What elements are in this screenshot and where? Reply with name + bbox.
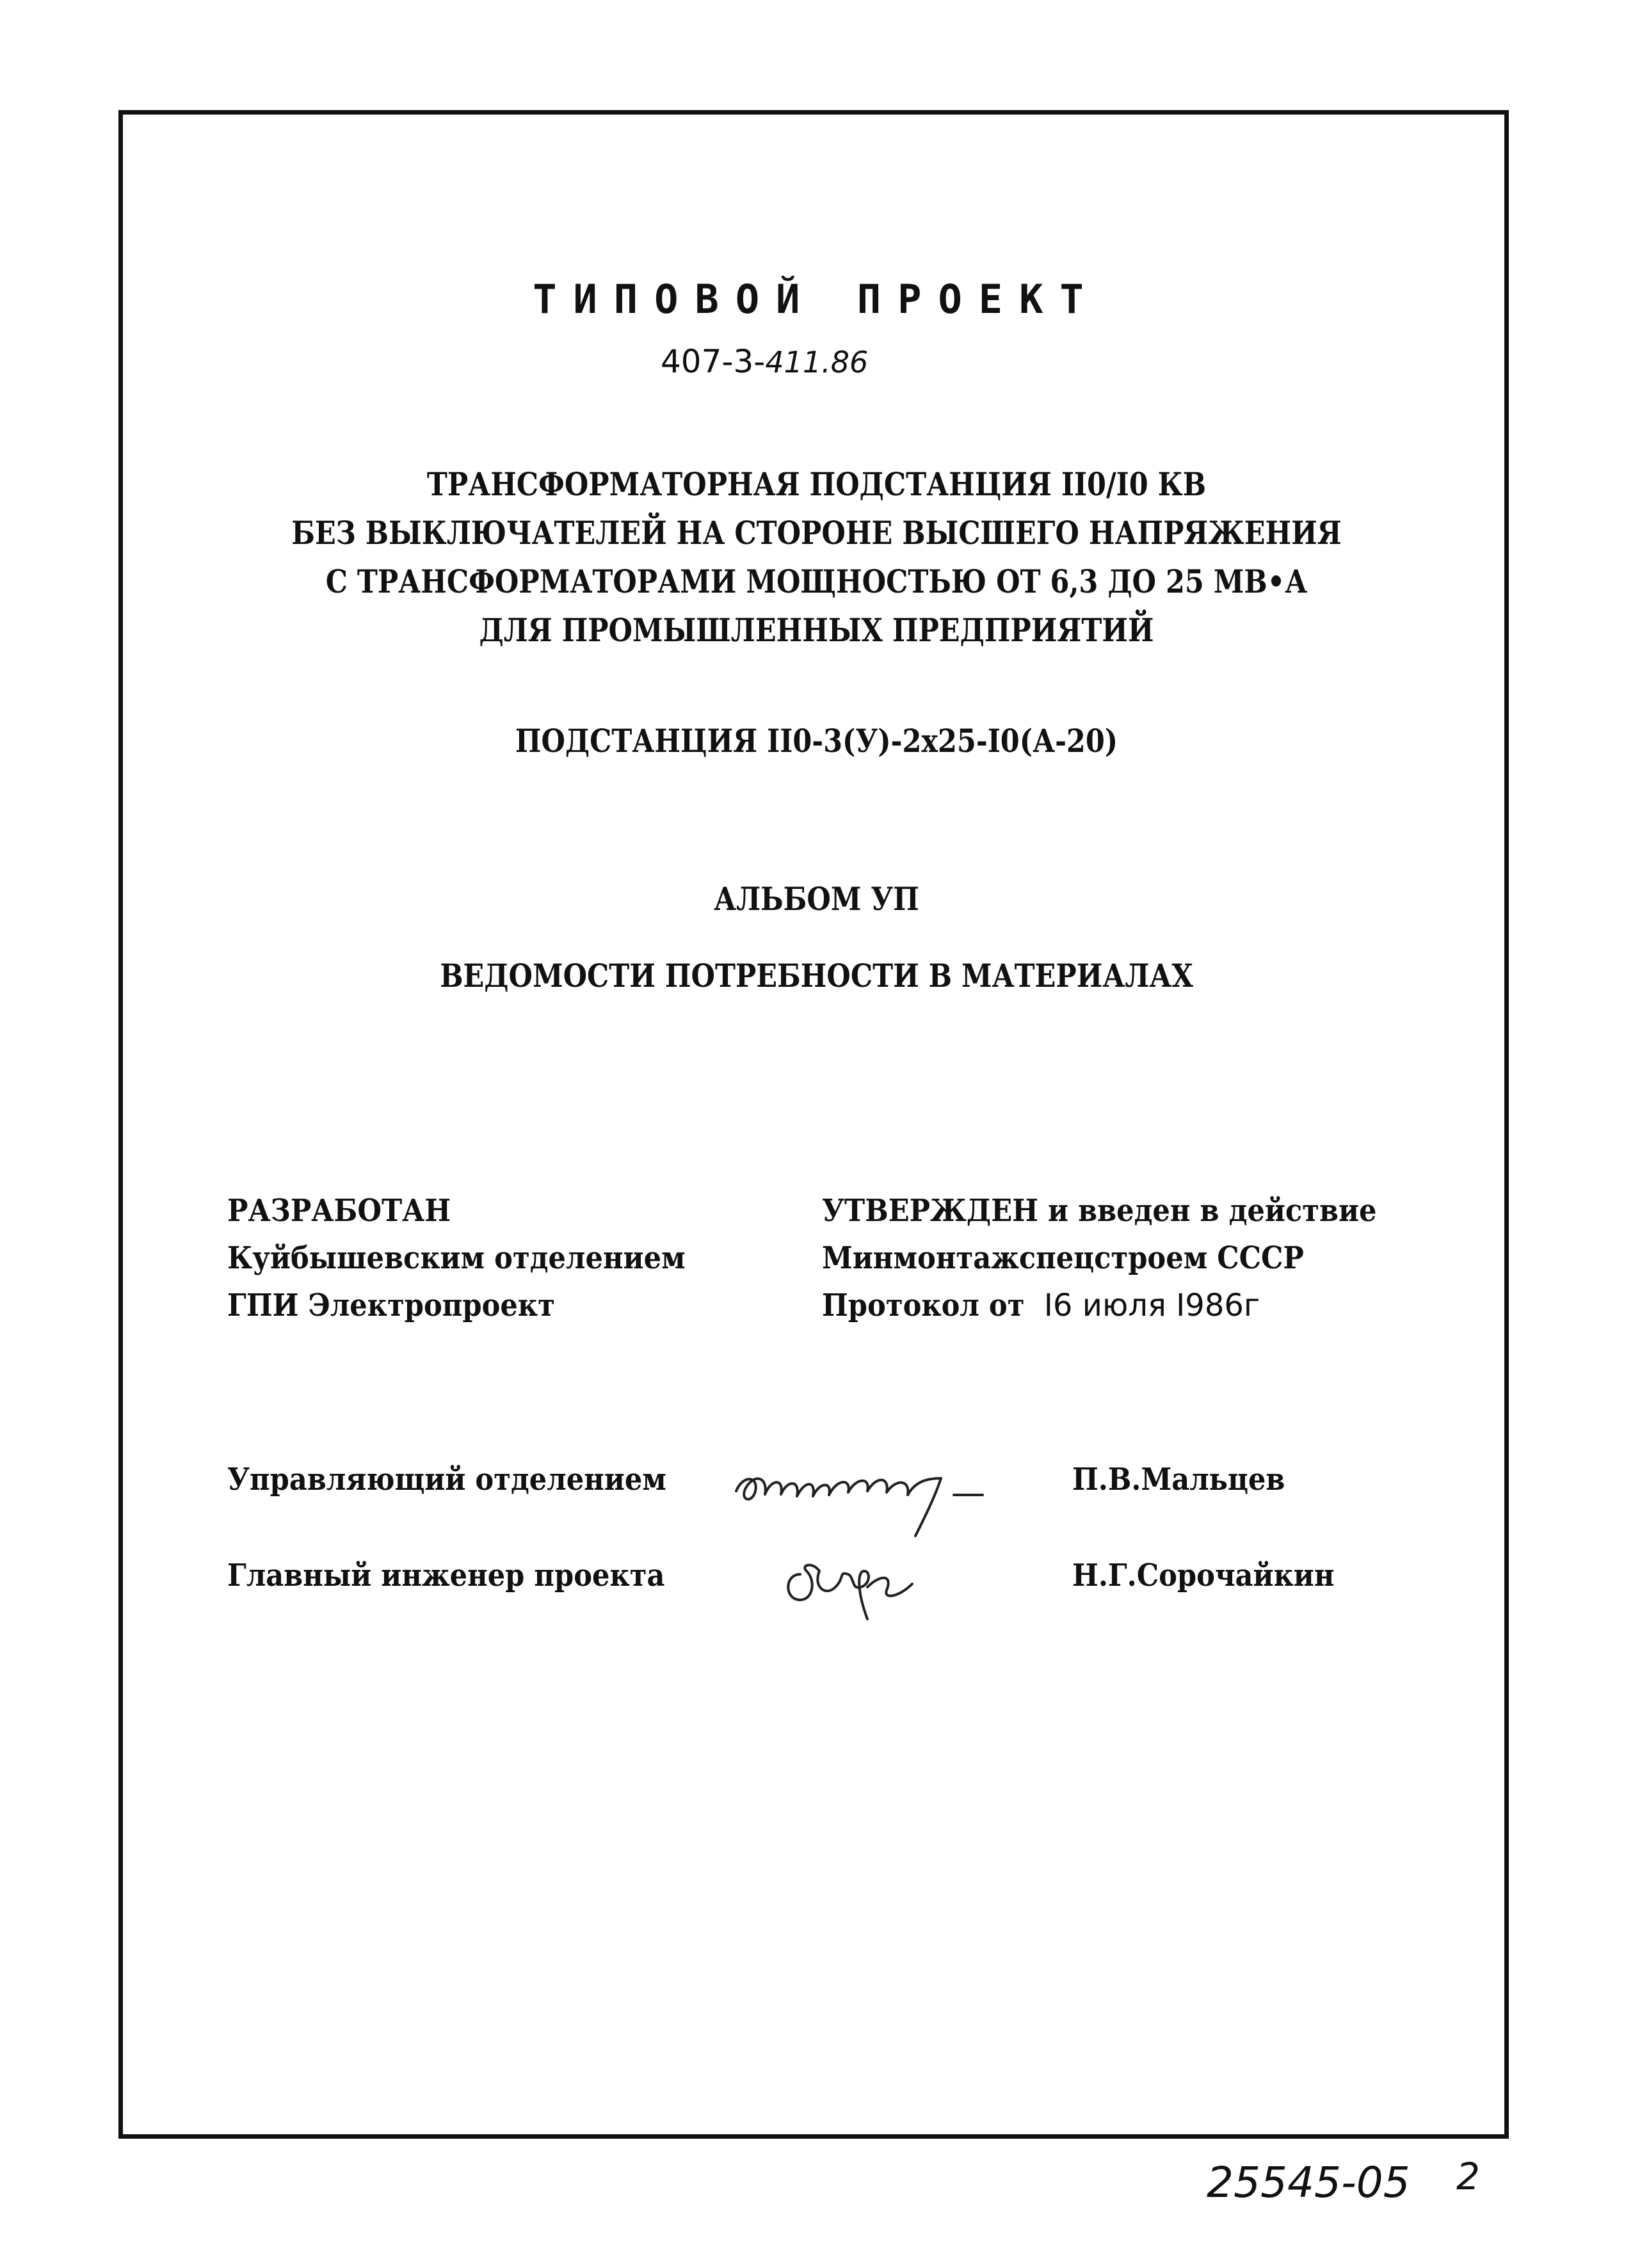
- page-number: 2: [1456, 2155, 1480, 2198]
- album-subject: ВЕДОМОСТИ ПОТРЕБНОСТИ В МАТЕРИАЛАХ: [440, 957, 1193, 994]
- title-line-1: ТРАНСФОРМАТОРНАЯ ПОДСТАНЦИЯ II0/I0 КВ: [426, 465, 1207, 503]
- signatory-1-role: Управляющий отделением: [227, 1462, 666, 1497]
- signature-icon: [730, 1440, 1011, 1544]
- signatory-2-role: Главный инженер проекта: [227, 1558, 665, 1593]
- developed-line-2: ГПИ Электропроект: [227, 1288, 555, 1323]
- approved-line-1: УТВЕРЖДЕН и введен в действие: [822, 1193, 1377, 1229]
- document-frame: [118, 110, 1509, 2139]
- developed-label: РАЗРАБОТАН: [227, 1193, 451, 1229]
- title-line-2: БЕЗ ВЫКЛЮЧАТЕЛЕЙ НА СТОРОНЕ ВЫСШЕГО НАПРЯЖЕНИЯ: [291, 514, 1342, 552]
- substation-code: ПОДСТАНЦИЯ II0-3(У)-2х25-I0(А-20): [515, 722, 1118, 760]
- developed-line-1: Куйбышевским отделением: [227, 1240, 686, 1276]
- document-heading: ТИПОВОЙ ПРОЕКТ: [533, 276, 1100, 323]
- protocol-label: Протокол от: [822, 1288, 1025, 1323]
- approved-protocol: [822, 1290, 1260, 1321]
- project-number-handwritten: 411.86: [765, 345, 869, 379]
- title-line-4: ДЛЯ ПРОМЫШЛЕННЫХ ПРЕДПРИЯТИЙ: [479, 611, 1154, 649]
- signatory-1-name: П.В.Мальцев: [1072, 1462, 1285, 1497]
- project-number-printed: 407-3-: [661, 343, 766, 380]
- protocol-date: I6 июля I986г: [1043, 1288, 1260, 1323]
- album-number: АЛЬБОМ УП: [714, 880, 919, 918]
- signature-icon: [775, 1536, 941, 1640]
- approved-line-2: Минмонтажспецстроем СССР: [822, 1240, 1304, 1276]
- inventory-number: 25545-05: [1207, 2158, 1410, 2207]
- project-number: [661, 343, 869, 380]
- title-line-3: С ТРАНСФОРМАТОРАМИ МОЩНОСТЬЮ ОТ 6,3 ДО 25 МВ•А: [325, 563, 1308, 600]
- signatory-2-name: Н.Г.Сорочайкин: [1072, 1558, 1335, 1593]
